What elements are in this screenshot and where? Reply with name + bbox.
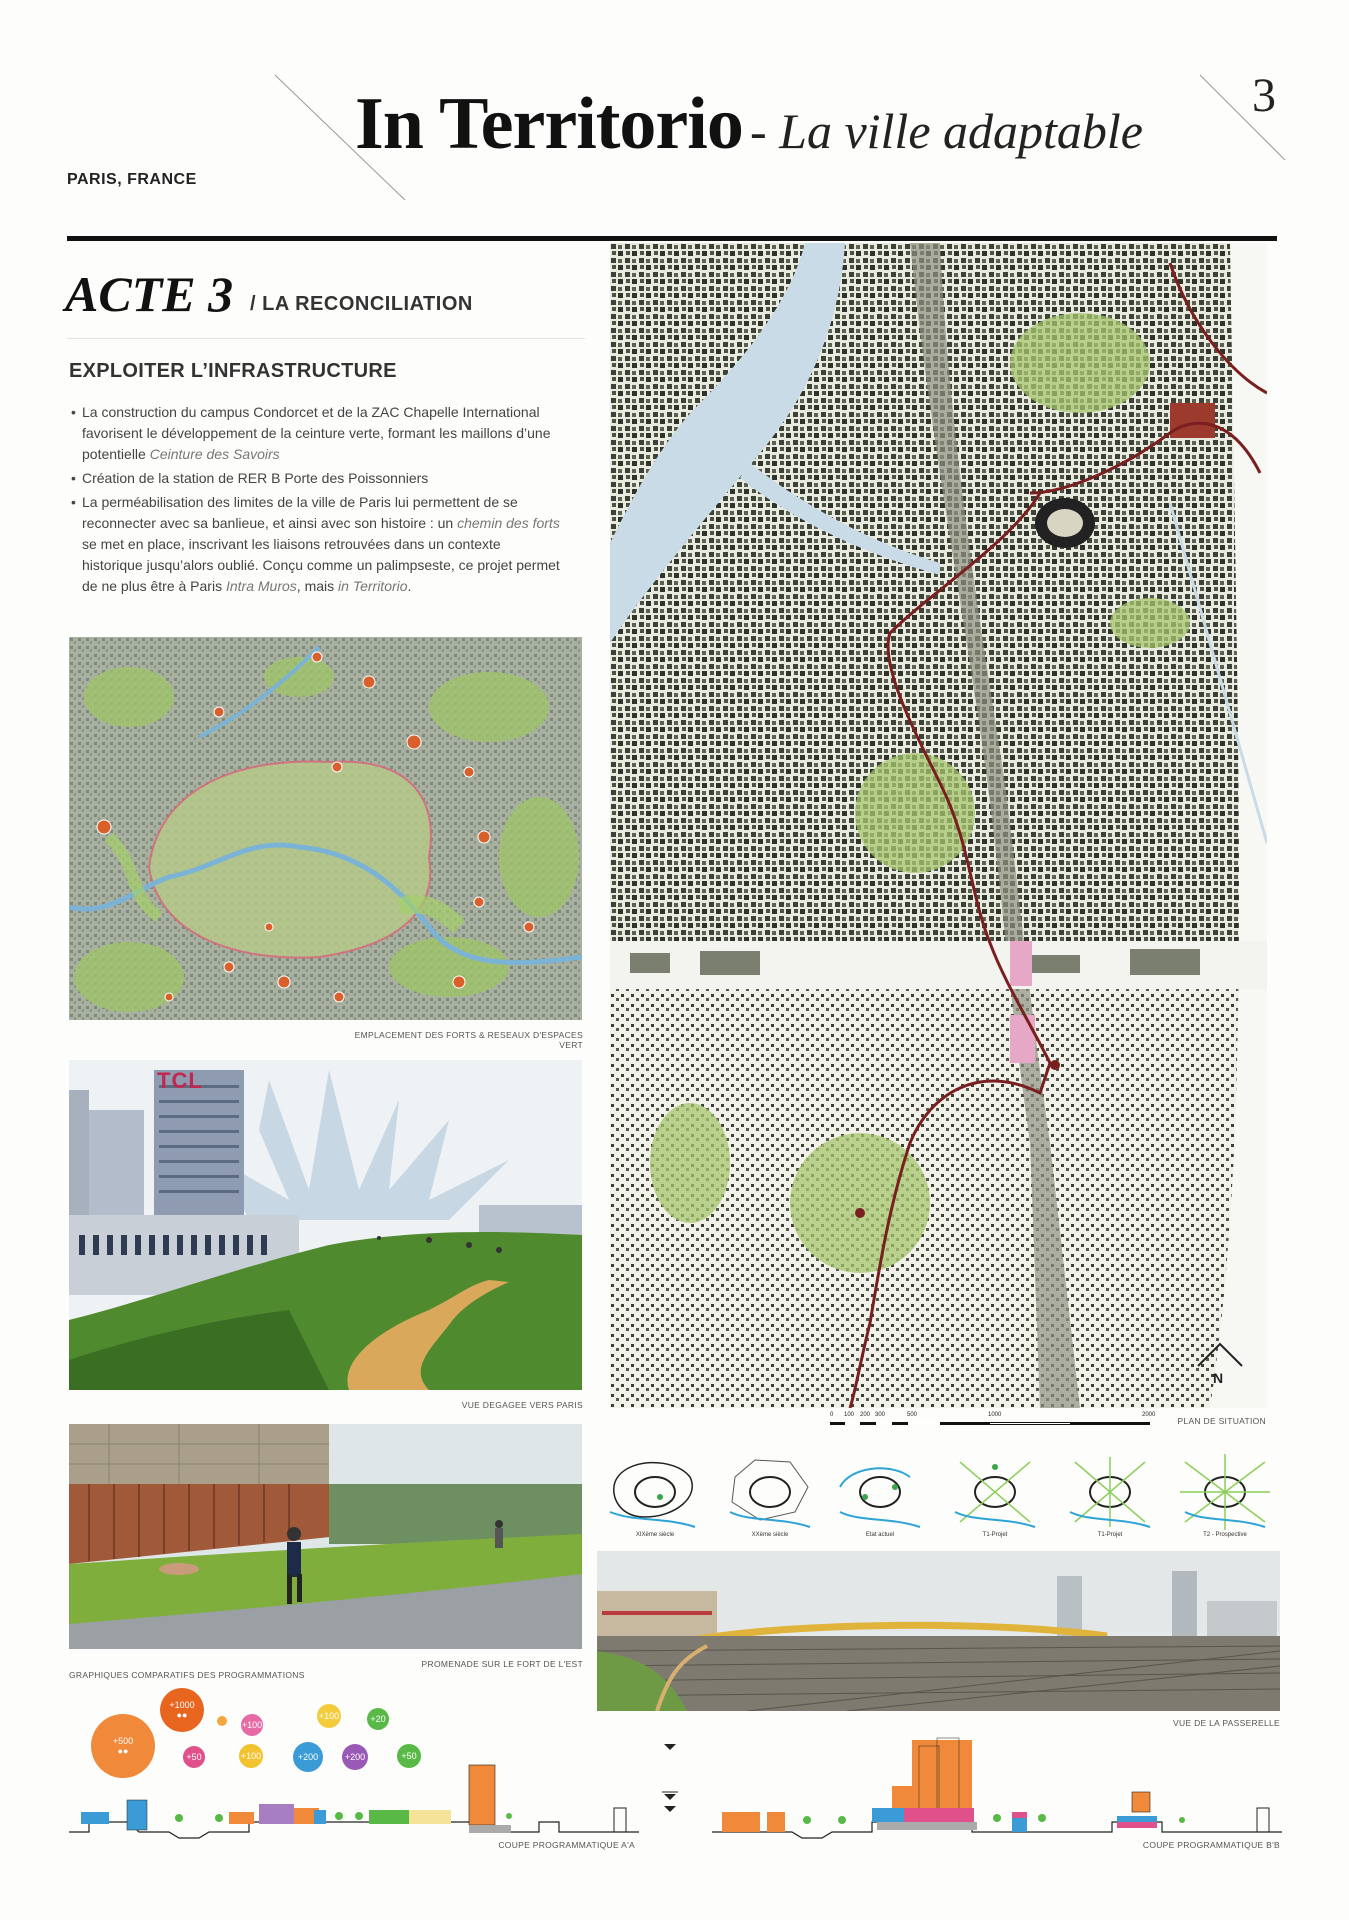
caption-passerelle: VUE DE LA PASSERELLE bbox=[1173, 1718, 1280, 1728]
bullet-text: La perméabilisation des limites de la ville de Paris lui permettent de se reconnecter avec sa banlieue, et ainsi avec son histoire : un bbox=[82, 494, 518, 531]
passerelle-view-photo bbox=[597, 1551, 1280, 1711]
stage-label: T2 - Prospective bbox=[1203, 1532, 1247, 1538]
stage-label: T1-Projet bbox=[1097, 1532, 1123, 1538]
page-title: In Territorio bbox=[355, 83, 743, 165]
program-bubble bbox=[367, 1708, 389, 1730]
bullet-italic: in Territorio bbox=[338, 578, 408, 594]
bullet-text: se met en place, inscrivant les liaisons retrouvées dans un contexte historique jusqu’alors oublié. Conçu comme un palimpseste, ce projet permet de ne plus être à Paris bbox=[82, 536, 560, 594]
caption-forts-map: EMPLACEMENT DES FORTS & RESEAUX D'ESPACES VERT bbox=[354, 1030, 583, 1050]
scale-tick: 500 bbox=[907, 1412, 918, 1418]
page-number: 3 bbox=[1252, 69, 1276, 122]
caption-coupe-bb: COUPE PROGRAMMATIQUE B'B bbox=[1142, 1840, 1280, 1850]
bubble-label: +100 bbox=[318, 1711, 340, 1721]
view-toward-paris-render bbox=[69, 1060, 582, 1390]
acte-divider bbox=[67, 338, 585, 339]
stage-label: T1-Projet bbox=[982, 1532, 1008, 1538]
header-rule bbox=[67, 236, 1277, 241]
section-title: EXPLOITER L’INFRASTRUCTURE bbox=[69, 360, 397, 382]
location-label: PARIS, FRANCE bbox=[67, 171, 197, 188]
people-icon: ●● bbox=[117, 1746, 129, 1756]
bullet-text: , mais bbox=[296, 578, 339, 594]
scale-tick: 100 bbox=[844, 1412, 855, 1418]
bullet-italic: Intra Muros bbox=[225, 578, 297, 594]
stage-label: XXème siècle bbox=[751, 1532, 789, 1538]
caption-view-paris: VUE DEGAGEE VERS PARIS bbox=[461, 1400, 583, 1410]
scale-tick: 300 bbox=[875, 1412, 886, 1418]
acte-name: / LA RECONCILIATION bbox=[250, 293, 473, 315]
bullet-text: Création de la station de RER B Porte des Poissonniers bbox=[82, 470, 429, 486]
coupe-programmatique-bb bbox=[712, 1736, 1282, 1840]
stage-label: XIXème siècle bbox=[635, 1532, 675, 1538]
bubble-label: +50 bbox=[401, 1751, 417, 1761]
bubble-label: +20 bbox=[370, 1714, 386, 1724]
bullet-item bbox=[82, 468, 562, 489]
bullet-text: La construction du campus Condorcet et de la ZAC Chapelle International favorisent le développement de la ceinture verte, formant les maillons d’une potentielle bbox=[82, 404, 551, 462]
bubble-label: +1000 bbox=[169, 1700, 195, 1710]
bullet-list bbox=[70, 402, 562, 600]
promenade-fort-render bbox=[69, 1424, 582, 1649]
bubble-label: +100 bbox=[240, 1751, 262, 1761]
coupe-programmatique-aa bbox=[69, 1750, 639, 1840]
bubble-label: +500 bbox=[112, 1736, 134, 1746]
acte-number: ACTE 3 bbox=[65, 266, 234, 322]
bullet-italic: chemin des forts bbox=[457, 515, 560, 531]
program-bubble bbox=[217, 1716, 227, 1726]
stage-label: Etat actuel bbox=[865, 1532, 895, 1538]
forts-green-network-map bbox=[69, 637, 582, 1020]
scale-tick: 1000 bbox=[988, 1412, 1002, 1418]
scale-tick: 2000 bbox=[1142, 1412, 1156, 1418]
evolution-diagrams bbox=[605, 1452, 1285, 1542]
caption-graphs: GRAPHIQUES COMPARATIFS DES PROGRAMMATIONS bbox=[69, 1670, 305, 1680]
north-label: N bbox=[1213, 1370, 1224, 1386]
program-bubble bbox=[160, 1688, 204, 1732]
building-sign: TCL bbox=[157, 1068, 203, 1093]
scale-tick: 200 bbox=[860, 1412, 871, 1418]
caption-coupe-aa: COUPE PROGRAMMATIQUE A'A bbox=[498, 1840, 635, 1850]
bullet-italic: Ceinture des Savoirs bbox=[149, 446, 280, 462]
page-subtitle: - La ville adaptable bbox=[750, 103, 1143, 159]
bullet-text: . bbox=[407, 578, 412, 594]
bullet-item bbox=[82, 402, 562, 465]
situation-aerial-map bbox=[610, 243, 1267, 1408]
section-marker-icon bbox=[660, 1742, 680, 1822]
caption-situation: PLAN DE SITUATION bbox=[1177, 1416, 1266, 1426]
bubble-label: +50 bbox=[186, 1752, 202, 1762]
bullet-item bbox=[82, 492, 562, 597]
bubble-label: +200 bbox=[297, 1752, 319, 1762]
program-bubble bbox=[317, 1704, 341, 1728]
scale-tick: 0 bbox=[830, 1412, 834, 1418]
caption-promenade: PROMENADE SUR LE FORT DE L'EST bbox=[421, 1659, 583, 1669]
people-icon: ●● bbox=[176, 1710, 188, 1720]
bubble-label: +100 bbox=[241, 1720, 263, 1730]
program-bubble bbox=[241, 1714, 263, 1736]
scale-bar bbox=[830, 1412, 1156, 1432]
bubble-label: +200 bbox=[344, 1752, 366, 1762]
